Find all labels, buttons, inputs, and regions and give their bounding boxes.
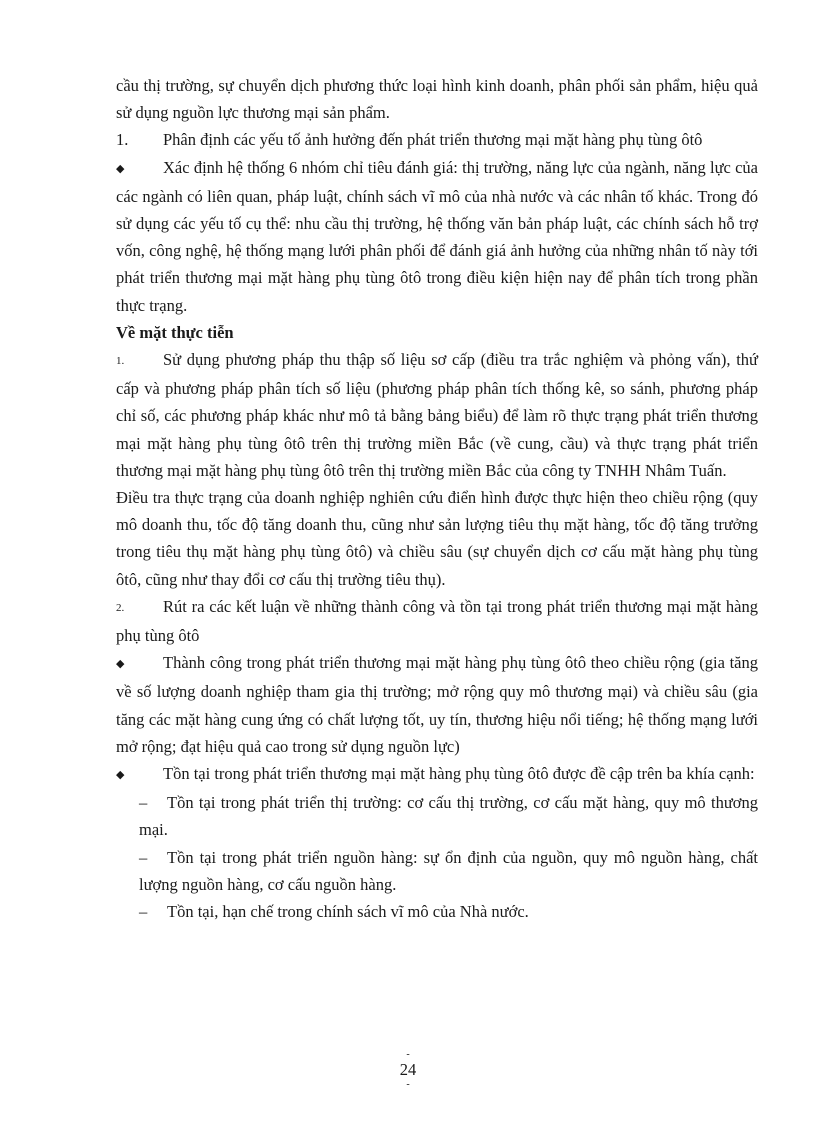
dash-item-policy [116, 898, 758, 925]
item-number: 1. [116, 130, 129, 150]
paragraph-survey: Điều tra thực trạng của doanh nghiệp nghiên cứu điển hình được thực hiện theo chiều rộng (quy mô doanh thu, tốc độ tăng doanh thu, cũng như sản lượng tiêu thụ mặt hàng, tốc độ tăng trưởng trong tiêu thụ mặt hàng phụ tùng ôtô) và chiều sâu (sự chuyển dịch cơ cấu mặt hàng phụ tùng ôtô, cũng như thay đổi cơ cấu thị trường tiêu thụ). [116, 488, 758, 589]
page-body [116, 72, 758, 925]
dash-item-supply [116, 844, 758, 898]
bullet-text: Xác định hệ thống 6 nhóm chỉ tiêu đánh giá: thị trường, năng lực của ngành, năng lực của các ngành có liên quan, pháp luật, chính sách vĩ mô của nhà nước và các nhân tố khác. Trong đó sử dụng các yếu tố cụ thể: nhu cầu thị trường, hệ thống văn bản pháp luật, các chính sách hỗ trợ vốn, công nghệ, hệ thống mạng lưới phân phối để đánh giá ảnh hưởng của những nhân tố này tới phát triển thương mại mặt hàng phụ tùng ôtô trong điều kiện hiện nay để phân tích trong phần thực trạng. [116, 157, 758, 315]
dash-marker: – [139, 793, 148, 813]
numbered-item-1 [116, 126, 758, 153]
bullet-item-shortcomings [116, 760, 758, 789]
bullet-text: Tồn tại trong phát triển thương mại mặt hàng phụ tùng ôtô được đề cập trên ba khía cạnh: [163, 764, 755, 784]
footer-top-mark: - [406, 1049, 410, 1060]
page-number: 24 [399, 1060, 417, 1079]
item-text: Sử dụng phương pháp thu thập số liệu sơ cấp (điều tra trắc nghiệm và phỏng vấn), thứ cấp và phương pháp phân tích số liệu (phương pháp phân tích thống kê, so sánh, phương pháp chỉ số, các phương pháp khác như mô tả bằng bảng biểu) để làm rõ thực trạng phát triển thương mại mặt hàng phụ tùng ôtô trên thị trường miền Bắc (về cung, cầu) và thực trạng phát triển thương mại mặt hàng phụ tùng ôtô trên thị trường miền Bắc của công ty TNHH Nhâm Tuấn. [116, 350, 758, 480]
diamond-bullet-icon: ◆ [116, 162, 125, 175]
item-text: Rút ra các kết luận về những thành công và tồn tại trong phát triển thương mại mặt hàng phụ tùng ôtô [116, 596, 758, 646]
dash-text: Tồn tại trong phát triển nguồn hàng: sự ổn định của nguồn, quy mô nguồn hàng, chất lượng nguồn hàng, cơ cấu nguồn hàng. [139, 847, 758, 894]
page-footer [0, 1050, 816, 1090]
dash-item-market [116, 789, 758, 843]
item-number: 2. [116, 601, 125, 614]
numbered-item-practice-2 [116, 593, 758, 649]
footer-bottom-mark: - [406, 1079, 410, 1090]
bullet-text: Thành công trong phát triển thương mại mặt hàng phụ tùng ôtô theo chiều rộng (gia tăng về số lượng doanh nghiệp tham gia thị trường; mở rộng quy mô thương mại) và chiều sâu (gia tăng các mặt hàng cung ứng có chất lượng tốt, uy tín, thương hiệu nổi tiếng; hệ thống mạng lưới mở rộng; đạt hiệu quả cao trong sử dụng nguồn lực) [116, 653, 758, 756]
item-text: Phân định các yếu tố ảnh hưởng đến phát triển thương mại mặt hàng phụ tùng ôtô [163, 130, 703, 150]
dash-marker: – [139, 847, 148, 867]
diamond-bullet-icon: ◆ [116, 658, 125, 671]
diamond-bullet-icon: ◆ [116, 769, 125, 782]
bullet-item-success [116, 649, 758, 760]
bullet-item-indicators [116, 154, 758, 319]
section-heading: Về mặt thực tiễn [116, 322, 234, 342]
dash-text: Tồn tại, hạn chế trong chính sách vĩ mô của Nhà nước. [167, 902, 529, 922]
dash-marker: – [139, 902, 148, 922]
numbered-item-practice-1 [116, 346, 758, 484]
dash-text: Tồn tại trong phát triển thị trường: cơ cấu thị trường, cơ cấu mặt hàng, quy mô thương mại. [139, 793, 758, 840]
paragraph-continuation: cầu thị trường, sự chuyển dịch phương thức loại hình kinh doanh, phân phối sản phẩm, hiệu quả sử dụng nguồn lực thương mại sản phẩm. [116, 76, 758, 123]
item-number: 1. [116, 355, 125, 368]
